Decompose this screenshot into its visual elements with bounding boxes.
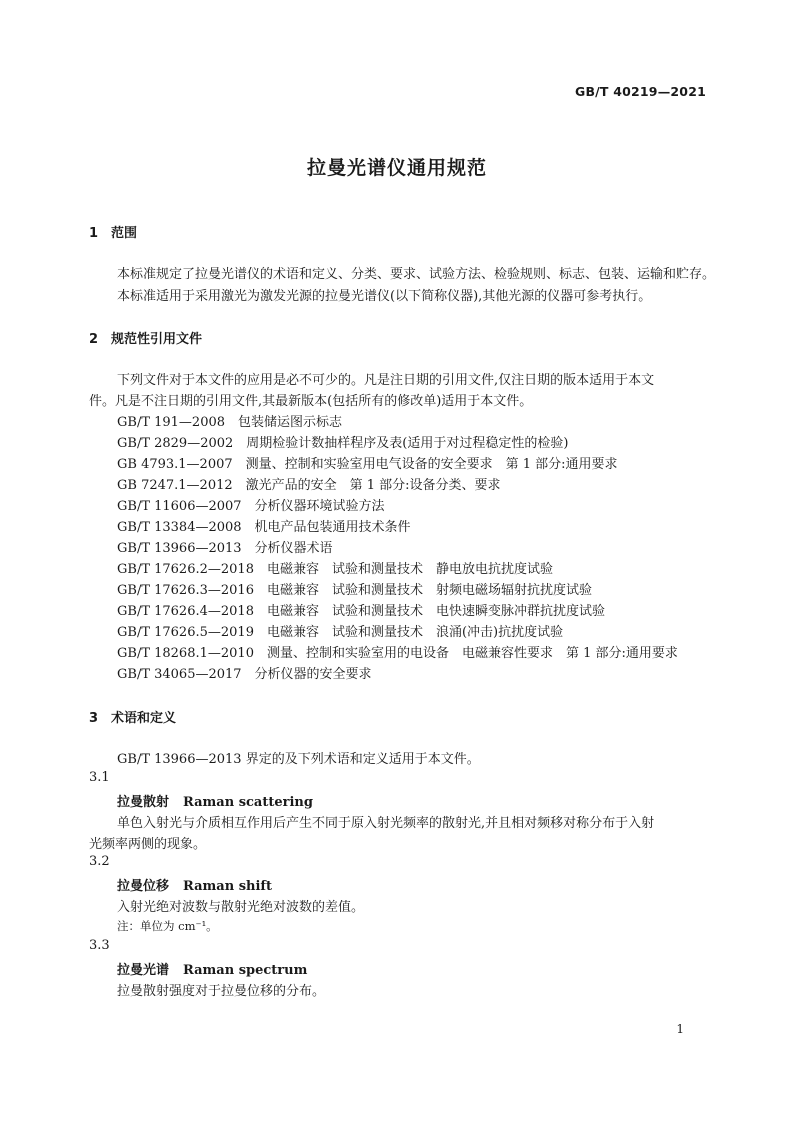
page-number: 1 — [676, 1022, 684, 1036]
clause-number: 3.1 — [89, 770, 110, 785]
term-en: Raman scattering — [183, 795, 313, 810]
reference-item: GB/T 34065—2017 分析仪器的安全要求 — [117, 667, 372, 682]
standard-code: GB/T 40219—2021 — [574, 84, 706, 99]
reference-item: GB/T 17626.4—2018 电磁兼容 试验和测量技术 电快速瞬变脉冲群抗扰度试验 — [117, 604, 605, 619]
reference-item: GB 4793.1—2007 测量、控制和实验室用电气设备的安全要求 第 1 部分:通用要求 — [117, 457, 618, 472]
section-1-heading — [89, 222, 137, 241]
term-en: Raman shift — [183, 879, 273, 894]
term-definition: 拉曼散射强度对于拉曼位移的分布。 — [117, 984, 326, 999]
term-zh: 拉曼散射 — [117, 795, 170, 810]
section-title: 术语和定义 — [111, 711, 177, 726]
term-note: 注：单位为 cm⁻¹。 — [117, 919, 218, 933]
section-3-heading — [89, 707, 176, 726]
term-definition: 单色入射光与介质相互作用后产生不同于原入射光频率的散射光,并且相对频移对称分布于入射 — [117, 816, 655, 831]
section-number: 3 — [89, 711, 99, 726]
term-definition: 入射光绝对波数与散射光绝对波数的差值。 — [117, 900, 365, 915]
paragraph: 本标准规定了拉曼光谱仪的术语和定义、分类、要求、试验方法、检验规则、标志、包装、运输和贮存。 — [117, 267, 716, 282]
reference-item: GB/T 17626.2—2018 电磁兼容 试验和测量技术 静电放电抗扰度试验 — [117, 562, 553, 577]
term-entry — [117, 959, 307, 978]
term-entry — [117, 875, 272, 894]
section-number: 2 — [89, 332, 99, 347]
section-title: 范围 — [111, 226, 138, 241]
term-definition-continuation: 光频率两侧的现象。 — [89, 837, 207, 852]
reference-item: GB/T 191—2008 包装储运图示标志 — [117, 415, 343, 430]
term-entry — [117, 791, 313, 810]
reference-item: GB/T 11606—2007 分析仪器环境试验方法 — [117, 499, 385, 514]
paragraph: GB/T 13966—2013 界定的及下列术语和定义适用于本文件。 — [117, 752, 480, 767]
reference-item: GB/T 17626.5—2019 电磁兼容 试验和测量技术 浪涌(冲击)抗扰度试验 — [117, 625, 564, 640]
term-zh: 拉曼位移 — [117, 879, 170, 894]
reference-item: GB/T 13384—2008 机电产品包装通用技术条件 — [117, 520, 411, 535]
reference-item: GB/T 17626.3—2016 电磁兼容 试验和测量技术 射频电磁场辐射抗扰度试验 — [117, 583, 592, 598]
section-number: 1 — [89, 226, 99, 241]
document-title: 拉曼光谱仪通用规范 — [306, 157, 487, 179]
section-2-heading — [89, 328, 202, 347]
reference-item: GB/T 13966—2013 分析仪器术语 — [117, 541, 333, 556]
clause-number: 3.3 — [89, 938, 110, 953]
section-title: 规范性引用文件 — [111, 332, 203, 347]
term-zh: 拉曼光谱 — [117, 963, 170, 978]
paragraph: 下列文件对于本文件的应用是必不可少的。凡是注日期的引用文件,仅注日期的版本适用于本文 — [117, 373, 655, 388]
reference-item: GB/T 18268.1—2010 测量、控制和实验室用的电设备 电磁兼容性要求 第 1 部分:通用要求 — [117, 646, 678, 661]
paragraph-continuation: 件。凡是不注日期的引用文件,其最新版本(包括所有的修改单)适用于本文件。 — [89, 394, 533, 409]
reference-item: GB/T 2829—2002 周期检验计数抽样程序及表(适用于对过程稳定性的检验) — [117, 436, 569, 451]
reference-item: GB 7247.1—2012 激光产品的安全 第 1 部分:设备分类、要求 — [117, 478, 501, 493]
term-en: Raman spectrum — [183, 963, 308, 978]
paragraph: 本标准适用于采用激光为激发光源的拉曼光谱仪(以下简称仪器),其他光源的仪器可参考执行。 — [117, 289, 652, 304]
clause-number: 3.2 — [89, 854, 110, 869]
